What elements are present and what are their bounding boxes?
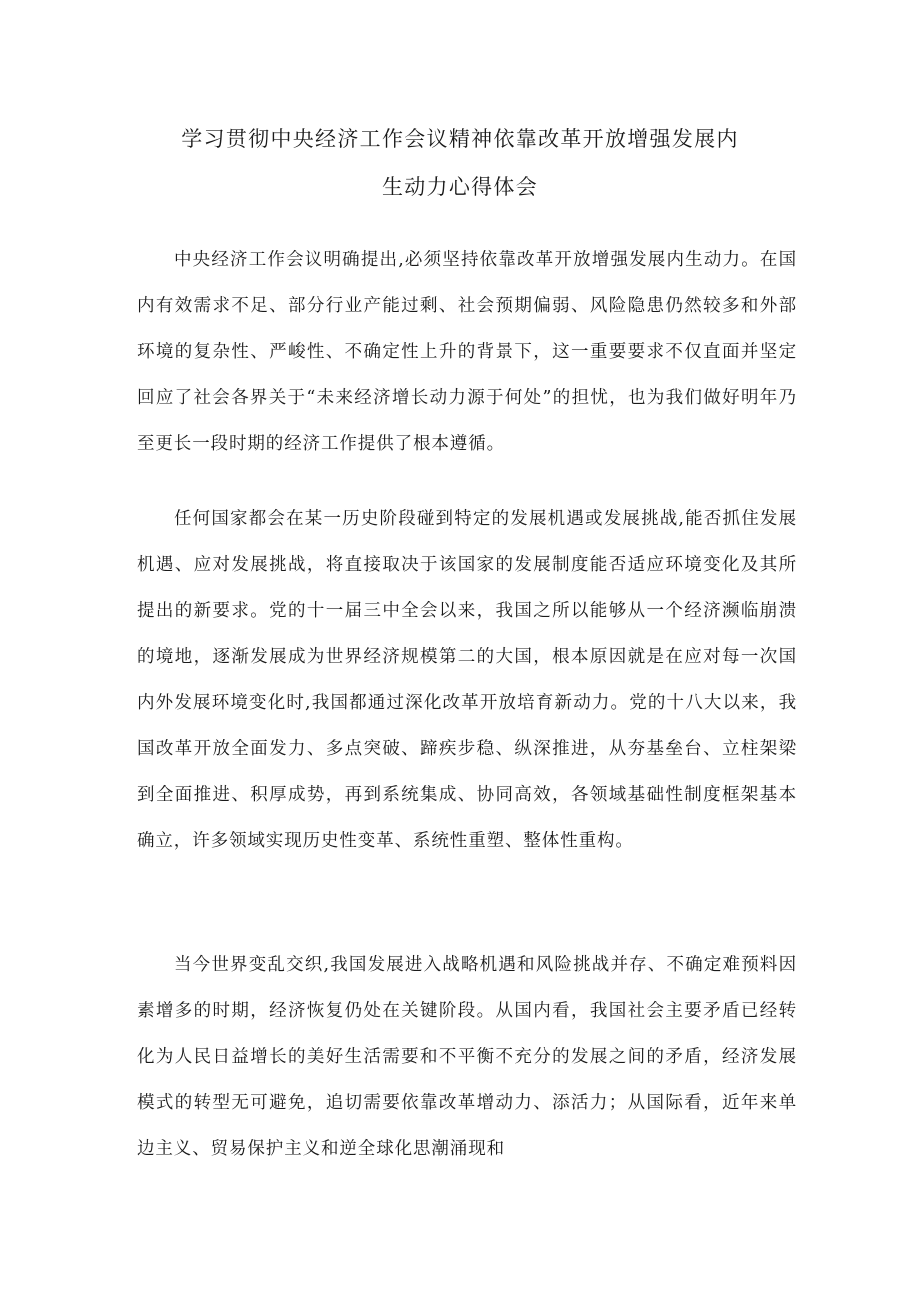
document-title-line-2: 生动力心得体会 — [381, 175, 539, 199]
body-paragraph-1: 中央经济工作会议明确提出,必须坚持依靠改革开放增强发展内生动力。在国内有效需求不足、部分行业产能过剩、社会预期偏弱、风险隐患仍然较多和外部环境的复杂性、严峻性、不确定性上升的背景下，这一重要要求不仅直面并坚定回应了社会各界关于“未来经济增长动力源于何处”的担忧，也为我们做好明年乃至更长一段时期的经济工作提供了根本遵循。 — [137, 250, 797, 454]
document-title-line-1: 学习贯彻中央经济工作会议精神依靠改革开放增强发展内 — [181, 127, 739, 151]
body-paragraph-3: 当今世界变乱交织,我国发展进入战略机遇和风险挑战并存、不确定难预料因素增多的时期，经济恢复仍处在关键阶段。从国内看，我国社会主要矛盾已经转化为人民日益增长的美好生活需要和不平衡不充分的发展之间的矛盾，经济发展模式的转型无可避免，追切需要依靠改革增动力、添活力；从国际看，近年来单边主义、贸易保护主义和逆全球化思潮涌现和 — [137, 955, 797, 1159]
body-paragraph-2: 任何国家都会在某一历史阶段碰到特定的发展机遇或发展挑战,能否抓住发展机遇、应对发展挑战，将直接取决于该国家的发展制度能否适应环境变化及其所提出的新要求。党的十一届三中全会以来，我国之所以能够从一个经济濒临崩溃的境地，逐渐发展成为世界经济规模第二的大国，根本原因就是在应对每一次国内外发展环境变化时,我国都通过深化改革开放培育新动力。党的十八大以来，我国改革开放全面发力、多点突破、蹄疾步稳、纵深推进，从夯基垒台、立柱架梁到全面推进、积厚成势，再到系统集成、协同高效，各领域基础性制度框架基本确立，许多领域实现历史性变革、系统性重塑、整体性重构。 — [137, 509, 797, 851]
